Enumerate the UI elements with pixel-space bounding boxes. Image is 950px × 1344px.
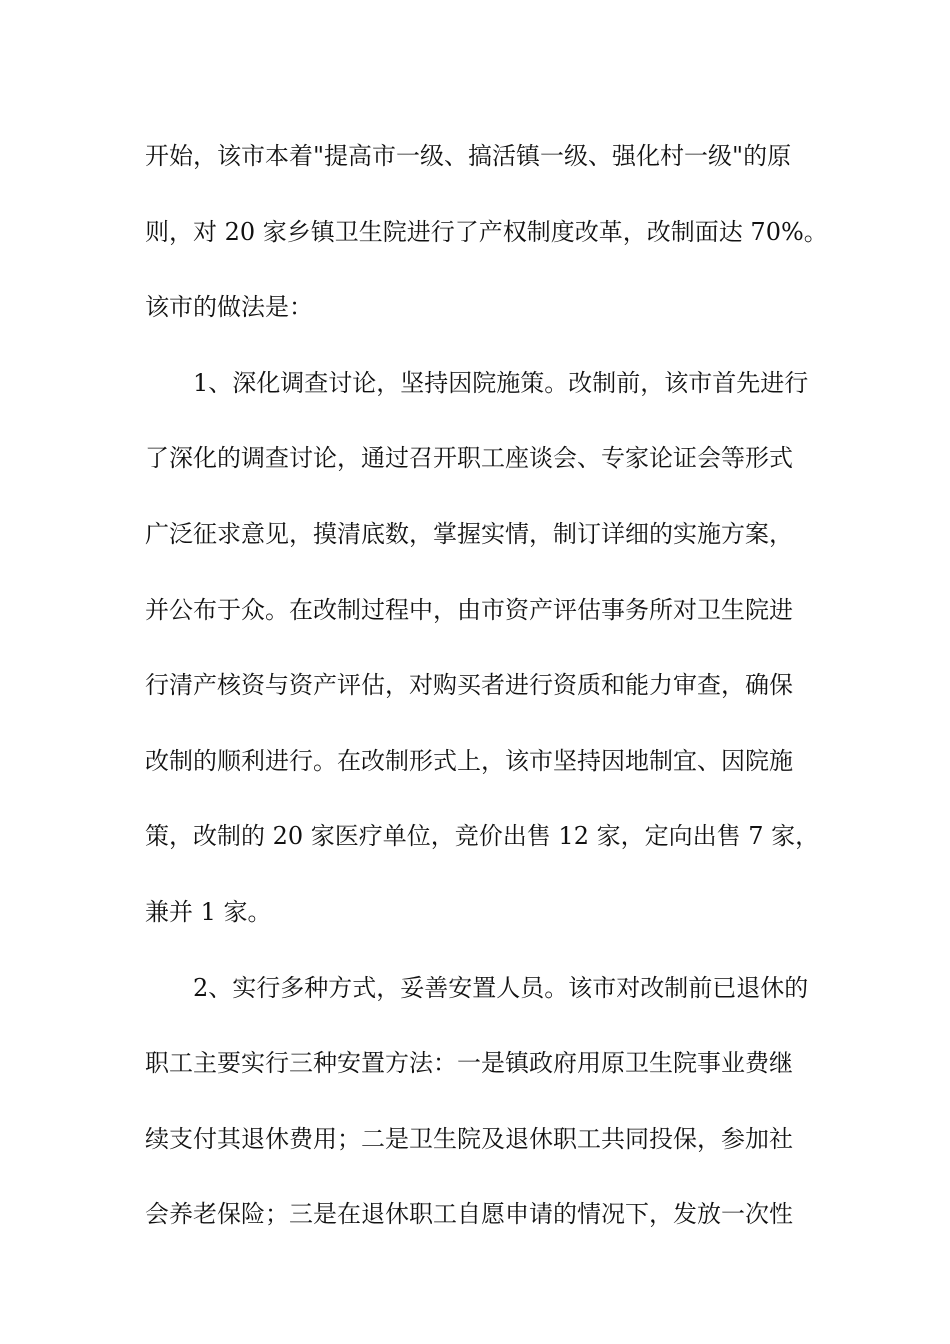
text-line: 并公布于众。在改制过程中，由市资产评估事务所对卫生院进 xyxy=(145,595,793,624)
text-line: 职工主要实行三种安置方法：一是镇政府用原卫生院事业费继 xyxy=(145,1049,793,1078)
text-line: 续支付其退休费用；二是卫生院及退休职工共同投保，参加社 xyxy=(145,1124,793,1153)
text-line: 该市的做法是： xyxy=(145,293,313,322)
text-line: 策，改制的 20 家医疗单位，竞价出售 12 家，定向出售 7 家， xyxy=(145,822,820,851)
paragraph-2-first-line: 2、实行多种方式，妥善安置人员。该市对改制前已退休的 xyxy=(193,973,809,1002)
text-line: 会养老保险；三是在退休职工自愿申请的情况下，发放一次性 xyxy=(145,1200,793,1229)
paragraph-1-first-line: 1、深化调查讨论，坚持因院施策。改制前，该市首先进行 xyxy=(193,368,809,397)
text-line: 兼并 1 家。 xyxy=(145,897,272,926)
text-line: 改制的顺利进行。在改制形式上，该市坚持因地制宜、因院施 xyxy=(145,746,793,775)
document-body xyxy=(145,131,828,1265)
text-line: 行清产核资与资产评估，对购买者进行资质和能力审查，确保 xyxy=(145,671,793,700)
text-line: 广泛征求意见，摸清底数，掌握实情，制订详细的实施方案， xyxy=(145,519,793,548)
text-line: 了深化的调查讨论，通过召开职工座谈会、专家论证会等形式 xyxy=(145,444,793,473)
text-line: 则，对 20 家乡镇卫生院进行了产权制度改革，改制面达 70%。 xyxy=(145,217,828,246)
text-line: 开始，该市本着"提高市一级、搞活镇一级、强化村一级"的原 xyxy=(145,142,792,170)
